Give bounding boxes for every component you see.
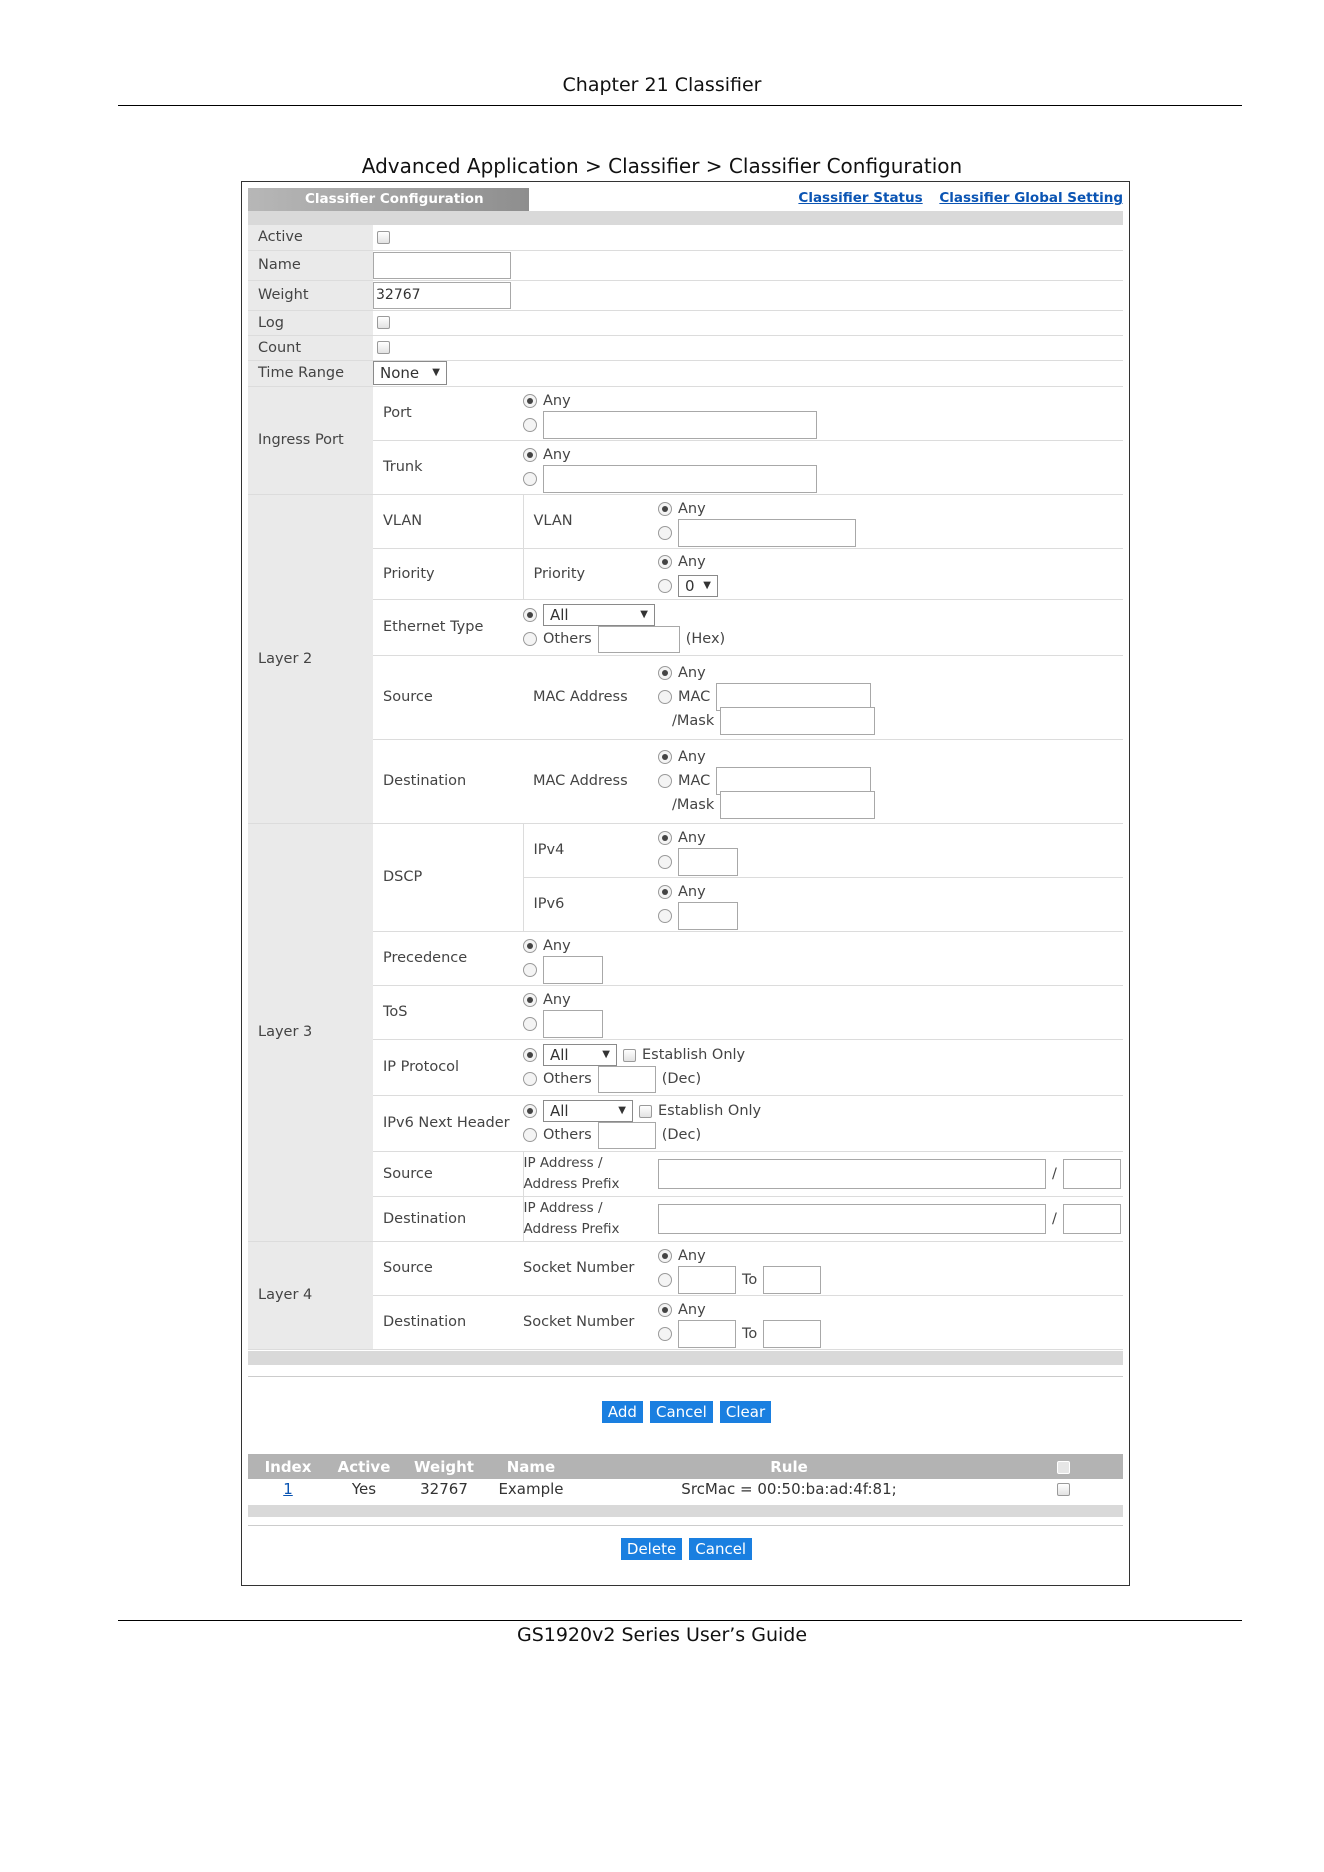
time-range-select[interactable]: [373, 361, 447, 385]
active-cell: Yes: [351, 1480, 377, 1498]
vlan-input[interactable]: [678, 519, 856, 547]
priority-group-label: Priority: [373, 548, 523, 599]
others-label: Others: [543, 1071, 592, 1087]
ip-address-label: [523, 1196, 658, 1241]
precedence-custom-radio[interactable]: [523, 963, 537, 977]
dropdown-arrow-icon: ▼: [703, 579, 711, 591]
mask-label: /Mask: [672, 797, 715, 813]
chapter-header: Chapter 21 Classifier: [562, 74, 762, 96]
dropdown-arrow-icon: ▼: [618, 1105, 626, 1116]
source-label: Source: [373, 1151, 523, 1196]
dst-socket-any-radio[interactable]: [658, 1303, 672, 1317]
port-custom-radio[interactable]: [523, 418, 537, 432]
precedence-label: Precedence: [373, 931, 523, 985]
dst-socket-from-input[interactable]: [678, 1320, 736, 1348]
vlan-group-label: VLAN: [373, 494, 523, 548]
figure-caption: Advanced Application > Classifier > Classifier Configuration: [361, 154, 963, 178]
ip-protocol-row: [248, 1039, 1123, 1095]
src-socket-to-input[interactable]: [763, 1266, 821, 1294]
divider: [248, 1376, 1123, 1377]
trunk-row: [248, 440, 1123, 494]
precedence-input[interactable]: [543, 956, 603, 984]
title-separator: [248, 211, 1123, 225]
mac-address-label: MAC Address: [523, 739, 658, 823]
title-bar: [248, 188, 1123, 211]
active-header: Active: [328, 1454, 400, 1479]
active-row: [248, 225, 1123, 250]
ip-address-line1: IP Address /: [523, 1154, 603, 1171]
all-value: All: [550, 606, 569, 624]
slash-label: /: [1052, 1210, 1057, 1227]
weight-header: Weight: [400, 1454, 488, 1479]
destination-ip-row: [248, 1196, 1123, 1241]
ethernet-others-radio[interactable]: [523, 632, 537, 646]
mac-address-label: MAC Address: [523, 655, 658, 739]
any-label: Any: [678, 1248, 706, 1264]
priority-label: Priority: [523, 548, 658, 599]
dscp-ipv4-custom-radio[interactable]: [658, 855, 672, 869]
name-row: [248, 250, 1123, 280]
destination-label: Destination: [373, 1196, 523, 1241]
delete-button[interactable]: Delete: [621, 1538, 682, 1560]
dropdown-arrow-icon: ▼: [640, 609, 648, 620]
source-prefix-input[interactable]: [1063, 1159, 1121, 1189]
name-header: Name: [488, 1454, 574, 1479]
dec-label: (Dec): [661, 1127, 702, 1143]
mac-label: MAC: [678, 773, 711, 789]
mac-label: MAC: [678, 689, 711, 705]
weight-cell: 32767: [420, 1480, 468, 1498]
dscp-ipv6-input[interactable]: [678, 902, 738, 930]
any-label: Any: [678, 749, 706, 765]
weight-input[interactable]: [373, 282, 511, 309]
count-label: Count: [248, 335, 373, 360]
establish-only-label: Establish Only: [658, 1103, 762, 1119]
vlan-custom-radio[interactable]: [658, 526, 672, 540]
log-row: [248, 310, 1123, 335]
index-header: Index: [248, 1454, 328, 1479]
trunk-custom-radio[interactable]: [523, 472, 537, 486]
log-label: Log: [248, 310, 373, 335]
vlan-any-radio[interactable]: [658, 502, 672, 516]
classifier-status-link[interactable]: Classifier Status: [798, 190, 923, 206]
vlan-row: [248, 494, 1123, 548]
index-link[interactable]: 1: [283, 1480, 293, 1498]
layer3-label: Layer 3: [248, 823, 373, 1241]
trunk-input[interactable]: [543, 465, 817, 493]
add-button[interactable]: Add: [602, 1401, 643, 1423]
source-socket-row: [248, 1241, 1123, 1295]
panel-links: [786, 190, 1123, 206]
hex-label: (Hex): [685, 631, 726, 647]
ip-protocol-select[interactable]: [543, 1044, 617, 1066]
source-label: Source: [373, 655, 523, 739]
ipv6-establish-only-checkbox[interactable]: [639, 1105, 652, 1118]
destination-prefix-input[interactable]: [1063, 1204, 1121, 1234]
ethernet-type-label: Ethernet Type: [373, 599, 523, 655]
any-label: Any: [678, 665, 706, 681]
clear-button[interactable]: Clear: [720, 1401, 771, 1423]
classifier-form: [248, 225, 1123, 1350]
dst-mac-any-radio[interactable]: [658, 750, 672, 764]
ip-establish-only-checkbox[interactable]: [623, 1049, 636, 1062]
dscp-ipv4-any-radio[interactable]: [658, 831, 672, 845]
others-label: Others: [543, 1127, 592, 1143]
src-socket-any-radio[interactable]: [658, 1249, 672, 1263]
priority-any-radio[interactable]: [658, 555, 672, 569]
src-mac-any-radio[interactable]: [658, 666, 672, 680]
form-bottom-bar: [248, 1351, 1123, 1365]
dscp-label: DSCP: [373, 823, 523, 931]
panel-title: Classifier Configuration: [248, 188, 529, 211]
dscp-ipv4-row: [248, 823, 1123, 877]
ip-protocol-label: IP Protocol: [373, 1039, 523, 1095]
destination-label: Destination: [373, 739, 523, 823]
dst-mac-custom-radio[interactable]: [658, 774, 672, 788]
dscp-ipv4-input[interactable]: [678, 848, 738, 876]
slash-label: /: [1052, 1165, 1057, 1182]
port-input[interactable]: [543, 411, 817, 439]
any-label: Any: [678, 884, 706, 900]
to-label: To: [742, 1272, 758, 1288]
ethernet-type-input[interactable]: [598, 626, 680, 653]
active-checkbox[interactable]: [377, 231, 390, 244]
row-select-checkbox[interactable]: [1057, 1483, 1070, 1496]
ip-protocol-all-radio[interactable]: [523, 1048, 537, 1062]
priority-select[interactable]: [678, 575, 718, 597]
src-mask-input[interactable]: [720, 707, 875, 735]
classifier-global-setting-link[interactable]: Classifier Global Setting: [939, 190, 1123, 206]
classifier-summary-table: [248, 1454, 1123, 1499]
tos-custom-radio[interactable]: [523, 1017, 537, 1031]
any-label: Any: [543, 938, 571, 954]
ipv6-next-header-label: IPv6 Next Header: [373, 1095, 523, 1151]
src-socket-custom-radio[interactable]: [658, 1273, 672, 1287]
others-label: Others: [543, 631, 592, 647]
ip-address-label: [523, 1151, 658, 1196]
header-rule: [118, 105, 1242, 106]
destination-socket-row: [248, 1295, 1123, 1349]
precedence-any-radio[interactable]: [523, 939, 537, 953]
any-label: Any: [678, 830, 706, 846]
select-all-checkbox[interactable]: [1057, 1461, 1070, 1474]
source-ip-input[interactable]: [658, 1159, 1046, 1189]
tos-any-radio[interactable]: [523, 993, 537, 1007]
table-bottom-bar: [248, 1505, 1123, 1517]
destination-label: Destination: [373, 1295, 523, 1349]
rule-cell: SrcMac = 00:50:ba:ad:4f:81;: [681, 1480, 897, 1498]
vlan-label: VLAN: [523, 494, 658, 548]
to-label: To: [742, 1326, 758, 1342]
any-label: Any: [678, 1302, 706, 1318]
rule-header: Rule: [574, 1454, 1004, 1479]
next-header-others-radio[interactable]: [523, 1128, 537, 1142]
layer4-label: Layer 4: [248, 1241, 373, 1349]
time-range-label: Time Range: [248, 360, 373, 386]
dscp-ipv6-any-radio[interactable]: [658, 885, 672, 899]
table-header: [248, 1454, 1123, 1479]
weight-label: Weight: [248, 280, 373, 310]
dst-mask-input[interactable]: [720, 791, 875, 819]
ip-address-line2: Address Prefix: [523, 1175, 620, 1192]
any-label: Any: [543, 992, 571, 1008]
dst-socket-to-input[interactable]: [763, 1320, 821, 1348]
form-buttons: [242, 1401, 1131, 1423]
table-row: [248, 1479, 1123, 1499]
priority-row: [248, 548, 1123, 599]
name-label: Name: [248, 250, 373, 280]
ip-address-line1: IP Address /: [523, 1199, 603, 1216]
source-label: Source: [373, 1241, 523, 1295]
name-cell: Example: [498, 1480, 564, 1498]
src-mac-custom-radio[interactable]: [658, 690, 672, 704]
ingress-port-label: Ingress Port: [248, 386, 373, 494]
source-ip-row: [248, 1151, 1123, 1196]
port-label: Port: [373, 386, 523, 440]
ethernet-all-radio[interactable]: [523, 608, 537, 622]
time-range-row: [248, 360, 1123, 386]
table-buttons: [242, 1538, 1131, 1560]
priority-custom-radio[interactable]: [658, 579, 672, 593]
divider: [248, 1525, 1123, 1526]
dscp-ipv6-custom-radio[interactable]: [658, 909, 672, 923]
priority-value: 0: [685, 576, 695, 595]
trunk-label: Trunk: [373, 440, 523, 494]
page-footer: GS1920v2 Series User’s Guide: [516, 1624, 808, 1646]
dropdown-arrow-icon: ▼: [602, 1049, 610, 1060]
all-value: All: [550, 1102, 569, 1120]
ip-address-line2: Address Prefix: [523, 1220, 620, 1237]
active-label: Active: [248, 225, 373, 250]
src-socket-from-input[interactable]: [678, 1266, 736, 1294]
next-header-all-radio[interactable]: [523, 1104, 537, 1118]
footer-rule: [118, 1620, 1242, 1621]
ip-protocol-others-radio[interactable]: [523, 1072, 537, 1086]
any-label: Any: [678, 501, 706, 517]
destination-ip-input[interactable]: [658, 1204, 1046, 1234]
count-checkbox[interactable]: [377, 341, 390, 354]
port-any-radio[interactable]: [523, 394, 537, 408]
ip-protocol-input[interactable]: [598, 1066, 656, 1093]
any-label: Any: [678, 553, 706, 570]
count-row: [248, 335, 1123, 360]
ipv6-label: IPv6: [523, 877, 658, 931]
ingress-port-row: [248, 386, 1123, 440]
ipv4-label: IPv4: [523, 823, 658, 877]
socket-number-label: Socket Number: [523, 1241, 658, 1295]
name-input[interactable]: [373, 252, 511, 279]
ethernet-type-row: [248, 599, 1123, 655]
any-label: Any: [543, 447, 571, 463]
trunk-any-radio[interactable]: [523, 448, 537, 462]
ipv6-next-header-row: [248, 1095, 1123, 1151]
ethernet-type-select[interactable]: [543, 604, 655, 626]
establish-only-label: Establish Only: [642, 1047, 746, 1063]
cancel-button[interactable]: Cancel: [689, 1538, 752, 1560]
tos-row: [248, 985, 1123, 1039]
destination-mac-row: [248, 739, 1123, 823]
precedence-row: [248, 931, 1123, 985]
weight-row: [248, 280, 1123, 310]
tos-input[interactable]: [543, 1010, 603, 1038]
layer2-label: Layer 2: [248, 494, 373, 823]
dst-socket-custom-radio[interactable]: [658, 1327, 672, 1341]
dropdown-arrow-icon: ▼: [432, 367, 440, 378]
next-header-select[interactable]: [543, 1100, 633, 1122]
log-checkbox[interactable]: [377, 316, 390, 329]
cancel-button[interactable]: Cancel: [650, 1401, 713, 1423]
classifier-configuration-screen: [241, 181, 1130, 1586]
time-range-value: None: [380, 364, 420, 382]
dec-label: (Dec): [661, 1071, 702, 1087]
all-value: All: [550, 1046, 569, 1064]
tos-label: ToS: [373, 985, 523, 1039]
mask-label: /Mask: [672, 713, 715, 729]
source-mac-row: [248, 655, 1123, 739]
socket-number-label: Socket Number: [523, 1295, 658, 1349]
any-label: Any: [543, 393, 571, 409]
next-header-input[interactable]: [598, 1122, 656, 1149]
